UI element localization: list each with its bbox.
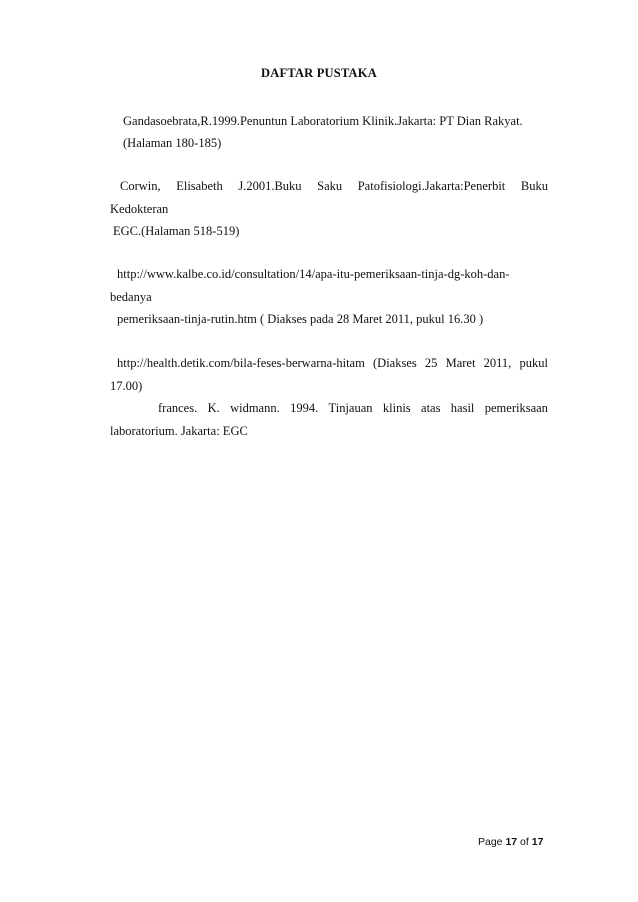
ref5-word: klinis: [382, 401, 411, 415]
reference-4-line-2: 17.00): [110, 379, 143, 393]
reference-4-line-1: [117, 355, 548, 371]
ref5-word: widmann.: [230, 401, 280, 415]
ref5-word: frances.: [158, 401, 198, 415]
reference-5-line-2: laboratorium. Jakarta: EGC: [110, 424, 248, 438]
ref4-word: Maret: [445, 356, 476, 370]
ref4-word: (Diakses: [373, 356, 417, 370]
ref4-word: pukul: [519, 356, 548, 370]
ref2-word: J.2001.Buku: [238, 179, 302, 193]
ref2-word: Corwin,: [120, 179, 161, 193]
reference-3-line-1: http://www.kalbe.co.id/consultation/14/apa-itu-pemeriksaan-tinja-dg-koh-dan-: [117, 267, 510, 281]
ref5-word: pemeriksaan: [484, 401, 548, 415]
reference-2-line-3: EGC.(Halaman 518-519): [113, 224, 240, 238]
reference-2-line-2: Kedokteran: [110, 202, 169, 216]
ref2-word: Elisabeth: [176, 179, 223, 193]
ref5-word: Tinjauan: [328, 401, 373, 415]
ref4-word: 2011,: [483, 356, 512, 370]
reference-5-line-1: [158, 400, 548, 416]
page-total: 17: [531, 836, 544, 848]
ref4-word: http://health.detik.com/bila-feses-berwarna-hitam: [117, 356, 365, 370]
reference-1-line-2: (Halaman 180-185): [123, 136, 222, 150]
reference-3-line-3: pemeriksaan-tinja-rutin.htm ( Diakses pada 28 Maret 2011, pukul 16.30 ): [117, 312, 484, 326]
ref4-word: 25: [424, 356, 438, 370]
page-number: [478, 836, 543, 848]
reference-2-line-1: [120, 178, 548, 194]
page-title: DAFTAR PUSTAKA: [261, 66, 377, 80]
page-prefix: Page: [478, 836, 506, 848]
reference-3-line-2: bedanya: [110, 290, 152, 304]
ref2-word: Patofisiologi.Jakarta:Penerbit: [357, 179, 506, 193]
ref5-word: K.: [207, 401, 220, 415]
ref5-word: atas: [421, 401, 441, 415]
page-current: 17: [505, 836, 518, 848]
reference-1-line-1: Gandasoebrata,R.1999.Penuntun Laboratorium Klinik.Jakarta: PT Dian Rakyat.: [123, 114, 523, 128]
page-of: of: [517, 836, 532, 848]
ref2-word: Saku: [317, 179, 343, 193]
ref2-word: Buku: [520, 179, 548, 193]
ref5-word: hasil: [450, 401, 475, 415]
ref5-word: 1994.: [290, 401, 319, 415]
